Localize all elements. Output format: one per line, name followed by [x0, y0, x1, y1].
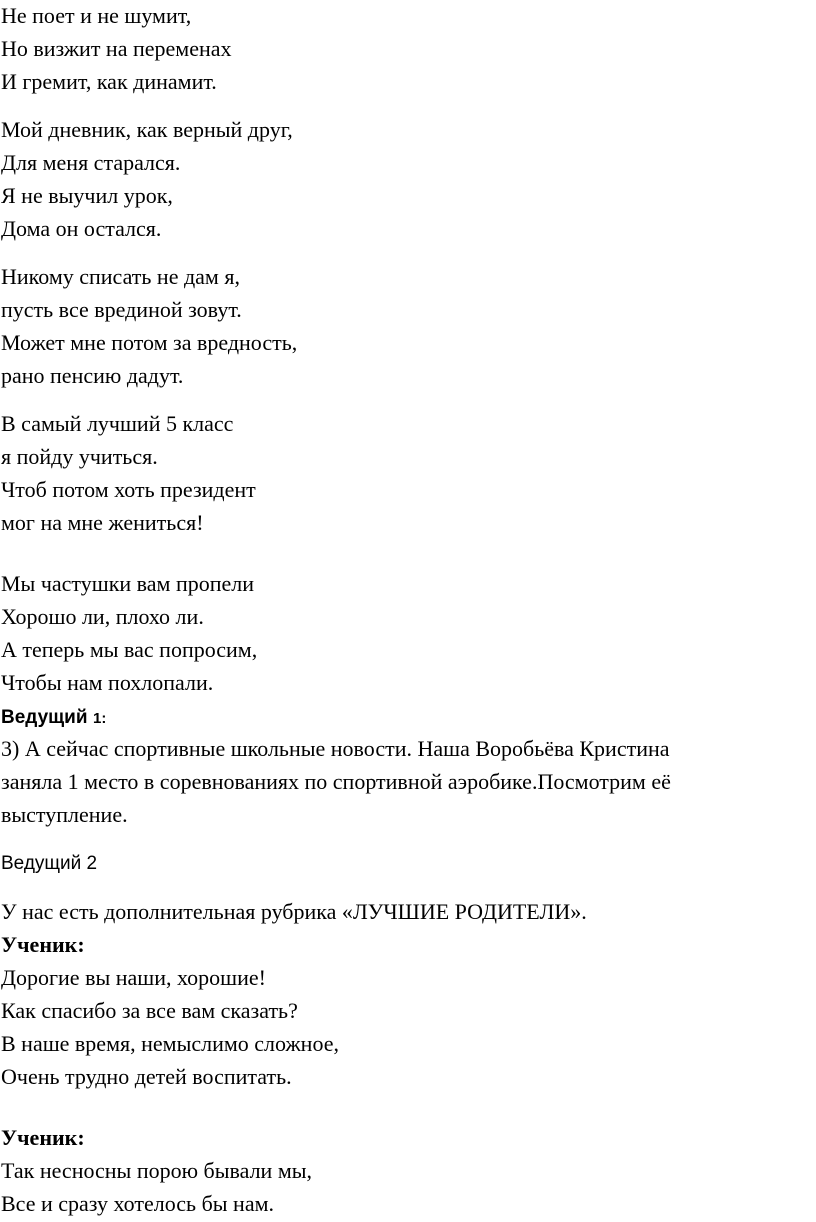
stanza-line: Я не выучил урок, — [1, 183, 173, 208]
stanza-line: Никому списать не дам я, — [1, 264, 240, 289]
stanza-line: Но визжит на переменах — [1, 36, 232, 61]
speaker-number: 1: — [93, 710, 107, 727]
stanza-line: Для меня старался. — [1, 150, 181, 175]
paragraph-line: У нас есть дополнительная рубрика «ЛУЧШИЕ РОДИТЕЛИ». — [1, 899, 587, 924]
stanza-line: Чтобы нам похлопали. — [1, 670, 214, 695]
stanza-line: Не поет и не шумит, — [1, 3, 192, 28]
stanza-line: Чтоб потом хоть президент — [1, 477, 256, 502]
paragraph-line: заняла 1 место в соревнованиях по спортивной аэробике.Посмотрим её — [1, 769, 671, 794]
stanza-line: В наше время, немыслимо сложное, — [1, 1031, 339, 1056]
stanza-line: Так несносны порою бывали мы, — [1, 1158, 313, 1183]
paragraph-line: выступление. — [1, 802, 128, 827]
paragraph-line: 3) А сейчас спортивные школьные новости. Наша Воробьёва Кристина — [1, 736, 670, 761]
stanza-line: А теперь мы вас попросим, — [1, 637, 258, 662]
stanza-line: В самый лучший 5 класс — [1, 411, 234, 436]
stanza-line: Хорошо ли, плохо ли. — [1, 604, 204, 629]
speaker-label: Ведущий — [1, 707, 88, 728]
stanza-line: мог на мне жениться! — [1, 510, 204, 535]
stanza-line: рано пенсию дадут. — [1, 363, 184, 388]
stanza-line: я пойду учиться. — [1, 444, 158, 469]
stanza-line: Может мне потом за вредность, — [1, 330, 298, 355]
stanza-line: Мы частушки вам пропели — [1, 571, 255, 596]
stanza-line: Все и сразу хотелось бы нам. — [1, 1191, 275, 1216]
stanza-line: пусть все врединой зовут. — [1, 297, 242, 322]
speaker-heading-student: Ученик: — [1, 932, 85, 957]
stanza-line: Как спасибо за все вам сказать? — [1, 998, 298, 1023]
stanza-line: Дорогие вы наши, хорошие! — [1, 965, 266, 990]
stanza-line: И гремит, как динамит. — [1, 69, 217, 94]
speaker-heading-host-2: Ведущий 2 — [1, 853, 98, 874]
speaker-heading-student: Ученик: — [1, 1125, 85, 1150]
speaker-heading-host-1 — [1, 702, 106, 733]
stanza-line: Дома он остался. — [1, 216, 162, 241]
stanza-line: Очень трудно детей воспитать. — [1, 1064, 292, 1089]
stanza-line: Мой дневник, как верный друг, — [1, 117, 293, 142]
